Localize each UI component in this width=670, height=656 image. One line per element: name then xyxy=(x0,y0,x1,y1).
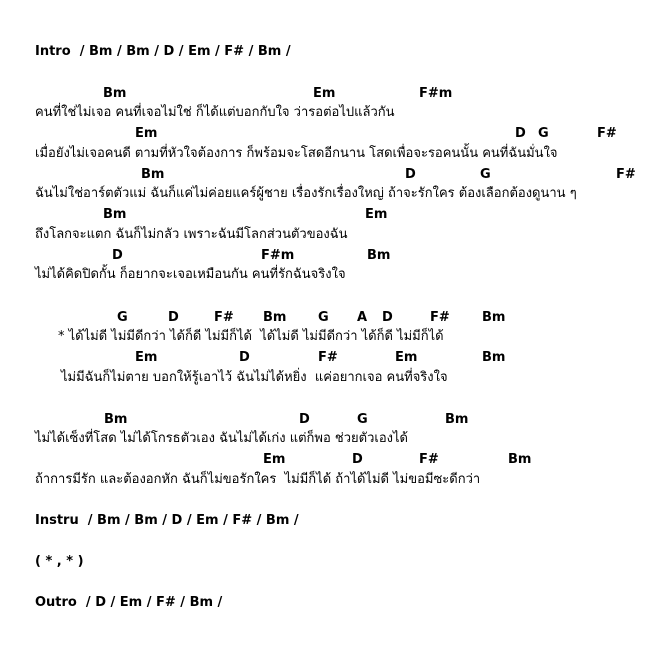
chord-label: Em xyxy=(135,350,158,365)
chord-label: G xyxy=(480,167,491,182)
chord-label: F# xyxy=(419,452,439,467)
chord-label: A xyxy=(357,310,368,325)
lyric-line: ถ้าการมีรัก และต้องอกหัก ฉันก็ไม่ขอรักใคร ไม่มีก็ได้ ถ้าได้ไม่ดี ไม่ขอมีซะดีกว่า xyxy=(35,472,481,487)
lyric-line: * ได้ไม่ดี ไม่มีดีกว่า ได้ก็ดี ไม่มีก็ได้ ได้ไม่ดี ไม่มีดีกว่า ได้ก็ดี ไม่มีก็ได้ xyxy=(58,329,444,344)
lyric-line: ฉันไม่ใช่อาร์ตตัวแม่ ฉันก็แค่ไม่ค่อยแคร์ผู้ชาย เรื่องรักเรื่องใหญ่ ถ้าจะรักใคร ต้องเลือกต้องดูนาน ๆ xyxy=(35,186,577,201)
chord-label: F#m xyxy=(419,86,453,101)
lyric-line: ไม่มีฉันก็ไม่ตาย บอกให้รู้เอาไว้ ฉันไม่ได้หยิ่ง แค่อยากเจอ คนที่จริงใจ xyxy=(61,370,448,385)
chord-label: D xyxy=(352,452,363,467)
chord-label: D xyxy=(515,126,526,141)
lyric-line: คนที่ใช่ไม่เจอ คนที่เจอไม่ใช่ ก็ได้แต่บอกกับใจ ว่ารอต่อไปแล้วกัน xyxy=(35,105,395,120)
lyric-line: ถึงโลกจะแตก ฉันก็ไม่กลัว เพราะฉันมีโลกส่วนตัวของฉัน xyxy=(35,227,348,242)
chord-label: F# xyxy=(597,126,617,141)
chord-label: F# xyxy=(318,350,338,365)
chord-label: D xyxy=(382,310,393,325)
chord-label: Bm xyxy=(445,412,469,427)
chord-label: Em xyxy=(395,350,418,365)
chord-label: G xyxy=(538,126,549,141)
instru-line: Instru / Bm / Bm / D / Em / F# / Bm / xyxy=(35,513,299,528)
chord-label: G xyxy=(357,412,368,427)
chord-label: D xyxy=(405,167,416,182)
lyric-line: ไม่ได้เซ็งที่โสด ไม่ได้โกรธตัวเอง ฉันไม่ได้เก่ง แต่ก็พอ ช่วยตัวเองได้ xyxy=(35,431,408,446)
chord-label: Bm xyxy=(104,412,128,427)
chord-label: Bm xyxy=(367,248,391,263)
chord-label: F# xyxy=(430,310,450,325)
chord-label: D xyxy=(112,248,123,263)
chord-label: Bm xyxy=(508,452,532,467)
chord-label: F# xyxy=(616,167,636,182)
chord-label: Bm xyxy=(103,86,127,101)
chord-label: F# xyxy=(214,310,234,325)
chord-label: D xyxy=(239,350,250,365)
chord-label: F#m xyxy=(261,248,295,263)
chord-label: D xyxy=(168,310,179,325)
chord-label: Em xyxy=(313,86,336,101)
chord-label: Bm xyxy=(482,350,506,365)
outro-line: Outro / D / Em / F# / Bm / xyxy=(35,595,223,610)
chord-label: G xyxy=(117,310,128,325)
lyric-line: ไม่ได้คิดปิดกั้น ก็อยากจะเจอเหมือนกัน คนที่รักฉันจริงใจ xyxy=(35,267,346,282)
chord-label: Em xyxy=(135,126,158,141)
lyric-line: เมื่อยังไม่เจอคนดี ตามที่หัวใจต้องการ ก็พร้อมจะโสดอีกนาน โสดเพื่อจะรอคนนั้น คนที่ฉันมั่นใจ xyxy=(35,146,558,161)
chord-label: G xyxy=(318,310,329,325)
chord-label: Bm xyxy=(482,310,506,325)
repeat-marker: ( * , * ) xyxy=(35,554,84,569)
chord-label: Em xyxy=(365,207,388,222)
chord-label: D xyxy=(299,412,310,427)
chord-label: Bm xyxy=(263,310,287,325)
chord-label: Bm xyxy=(141,167,165,182)
chord-label: Em xyxy=(263,452,286,467)
chord-label: Bm xyxy=(103,207,127,222)
intro-line: Intro / Bm / Bm / D / Em / F# / Bm / xyxy=(35,44,291,59)
